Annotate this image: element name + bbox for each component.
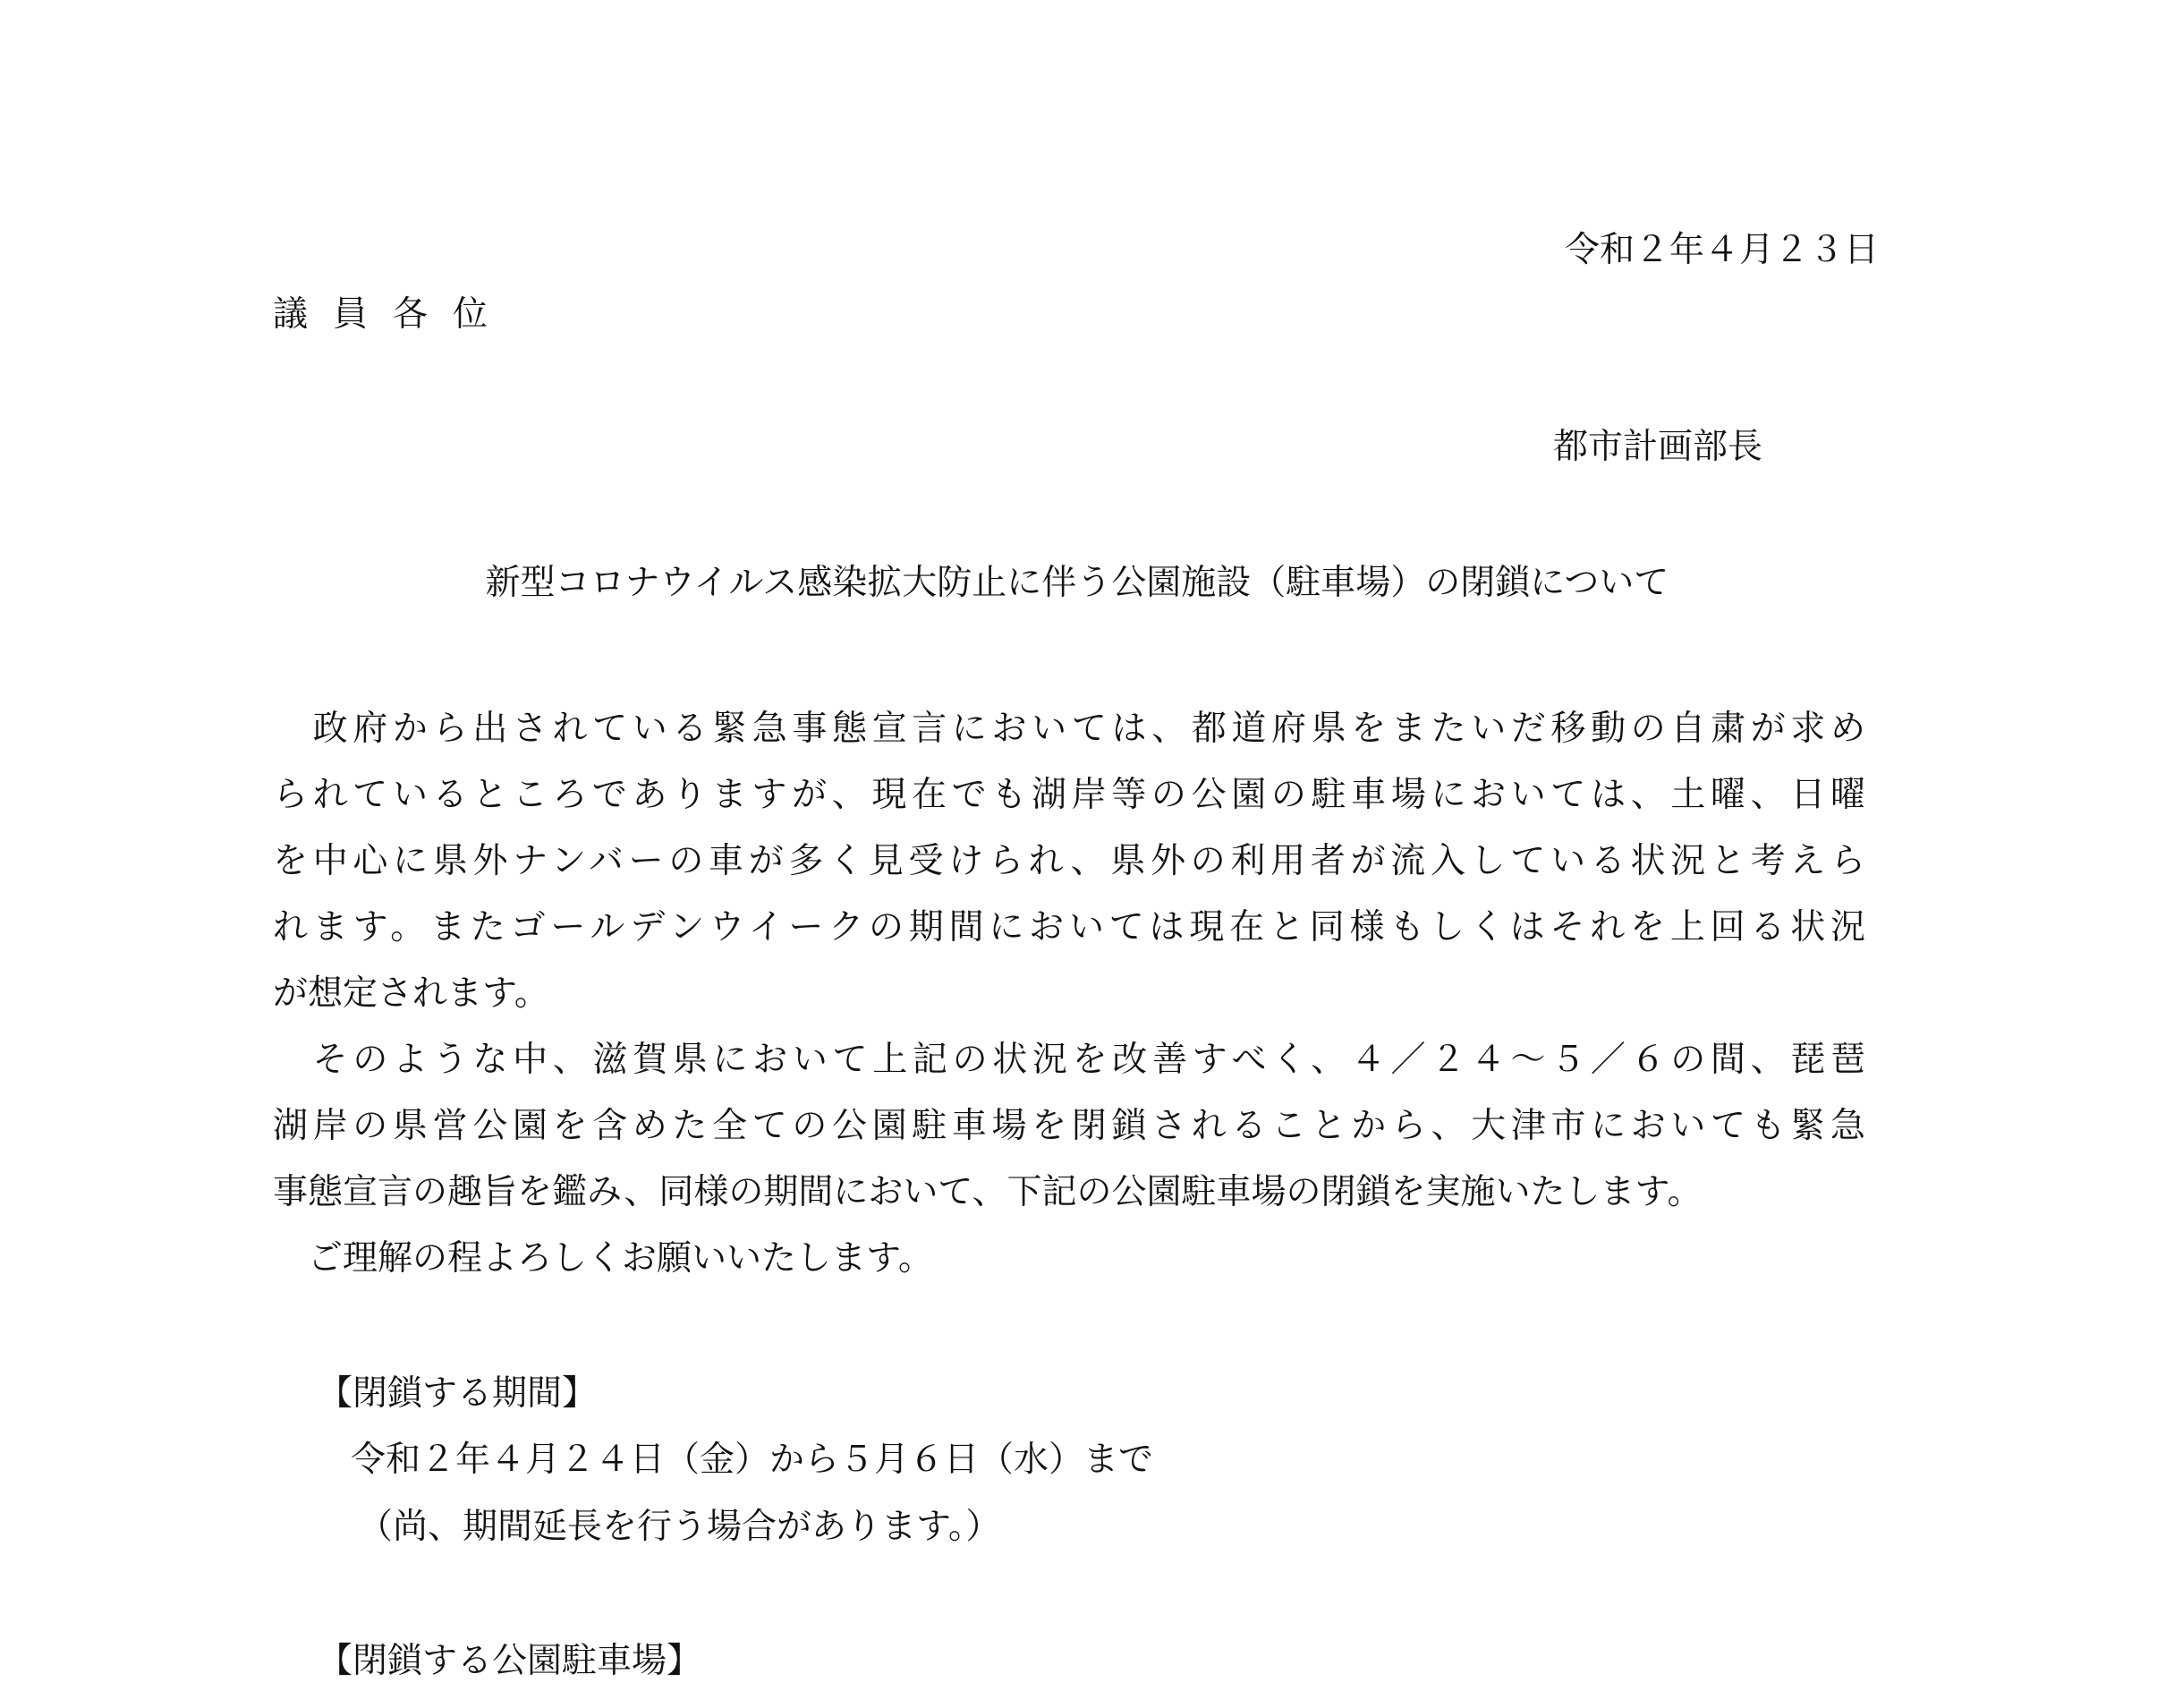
body-line: 政府から出されている緊急事態宣言においては、都道府県をまたいだ移動の自粛が求め bbox=[273, 709, 1865, 749]
body-line: 事態宣言の趣旨を鑑み、同様の期間において、下記の公園駐車場の閉鎖を実施いたします。 bbox=[273, 1172, 1703, 1212]
document-date: 令和２年４月２３日 bbox=[1564, 230, 1879, 270]
sender: 都市計画部長 bbox=[1552, 427, 1762, 467]
closure-period-heading: 【閉鎖する期間】 bbox=[318, 1373, 598, 1414]
body-line: が想定されます。 bbox=[273, 973, 549, 1014]
body-line: れます。またゴールデンウイークの期間においては現在と同様もしくはそれを上回る状況 bbox=[273, 907, 1865, 947]
closed-parking-heading: 【閉鎖する公園駐車場】 bbox=[318, 1641, 702, 1681]
body-line: そのような中、滋賀県において上記の状況を改善すべく、４／２４～５／６の間、琵琶 bbox=[273, 1040, 1865, 1080]
closure-period-value: 令和２年４月２４日（金）から５月６日（水）まで bbox=[351, 1440, 1154, 1480]
body-line: を中心に県外ナンバーの車が多く見受けられ、県外の利用者が流入している状況と考えら bbox=[273, 841, 1865, 881]
body-line: られているところでありますが、現在でも湖岸等の公園の駐車場においては、土曜、日曜 bbox=[273, 775, 1865, 815]
body-line: 湖岸の県営公園を含めた全ての公園駐車場を閉鎖されることから、大津市においても緊急 bbox=[273, 1106, 1865, 1146]
document-subject: 新型コロナウイルス感染拡大防止に伴う公園施設（駐車場）の閉鎖について bbox=[485, 563, 1669, 603]
closure-period-note: （尚、期間延長を行う場合があります。） bbox=[358, 1507, 1001, 1547]
addressee: 議員各位 bbox=[273, 294, 514, 335]
body-line: ご理解の程よろしくお願いいたします。 bbox=[273, 1238, 933, 1279]
